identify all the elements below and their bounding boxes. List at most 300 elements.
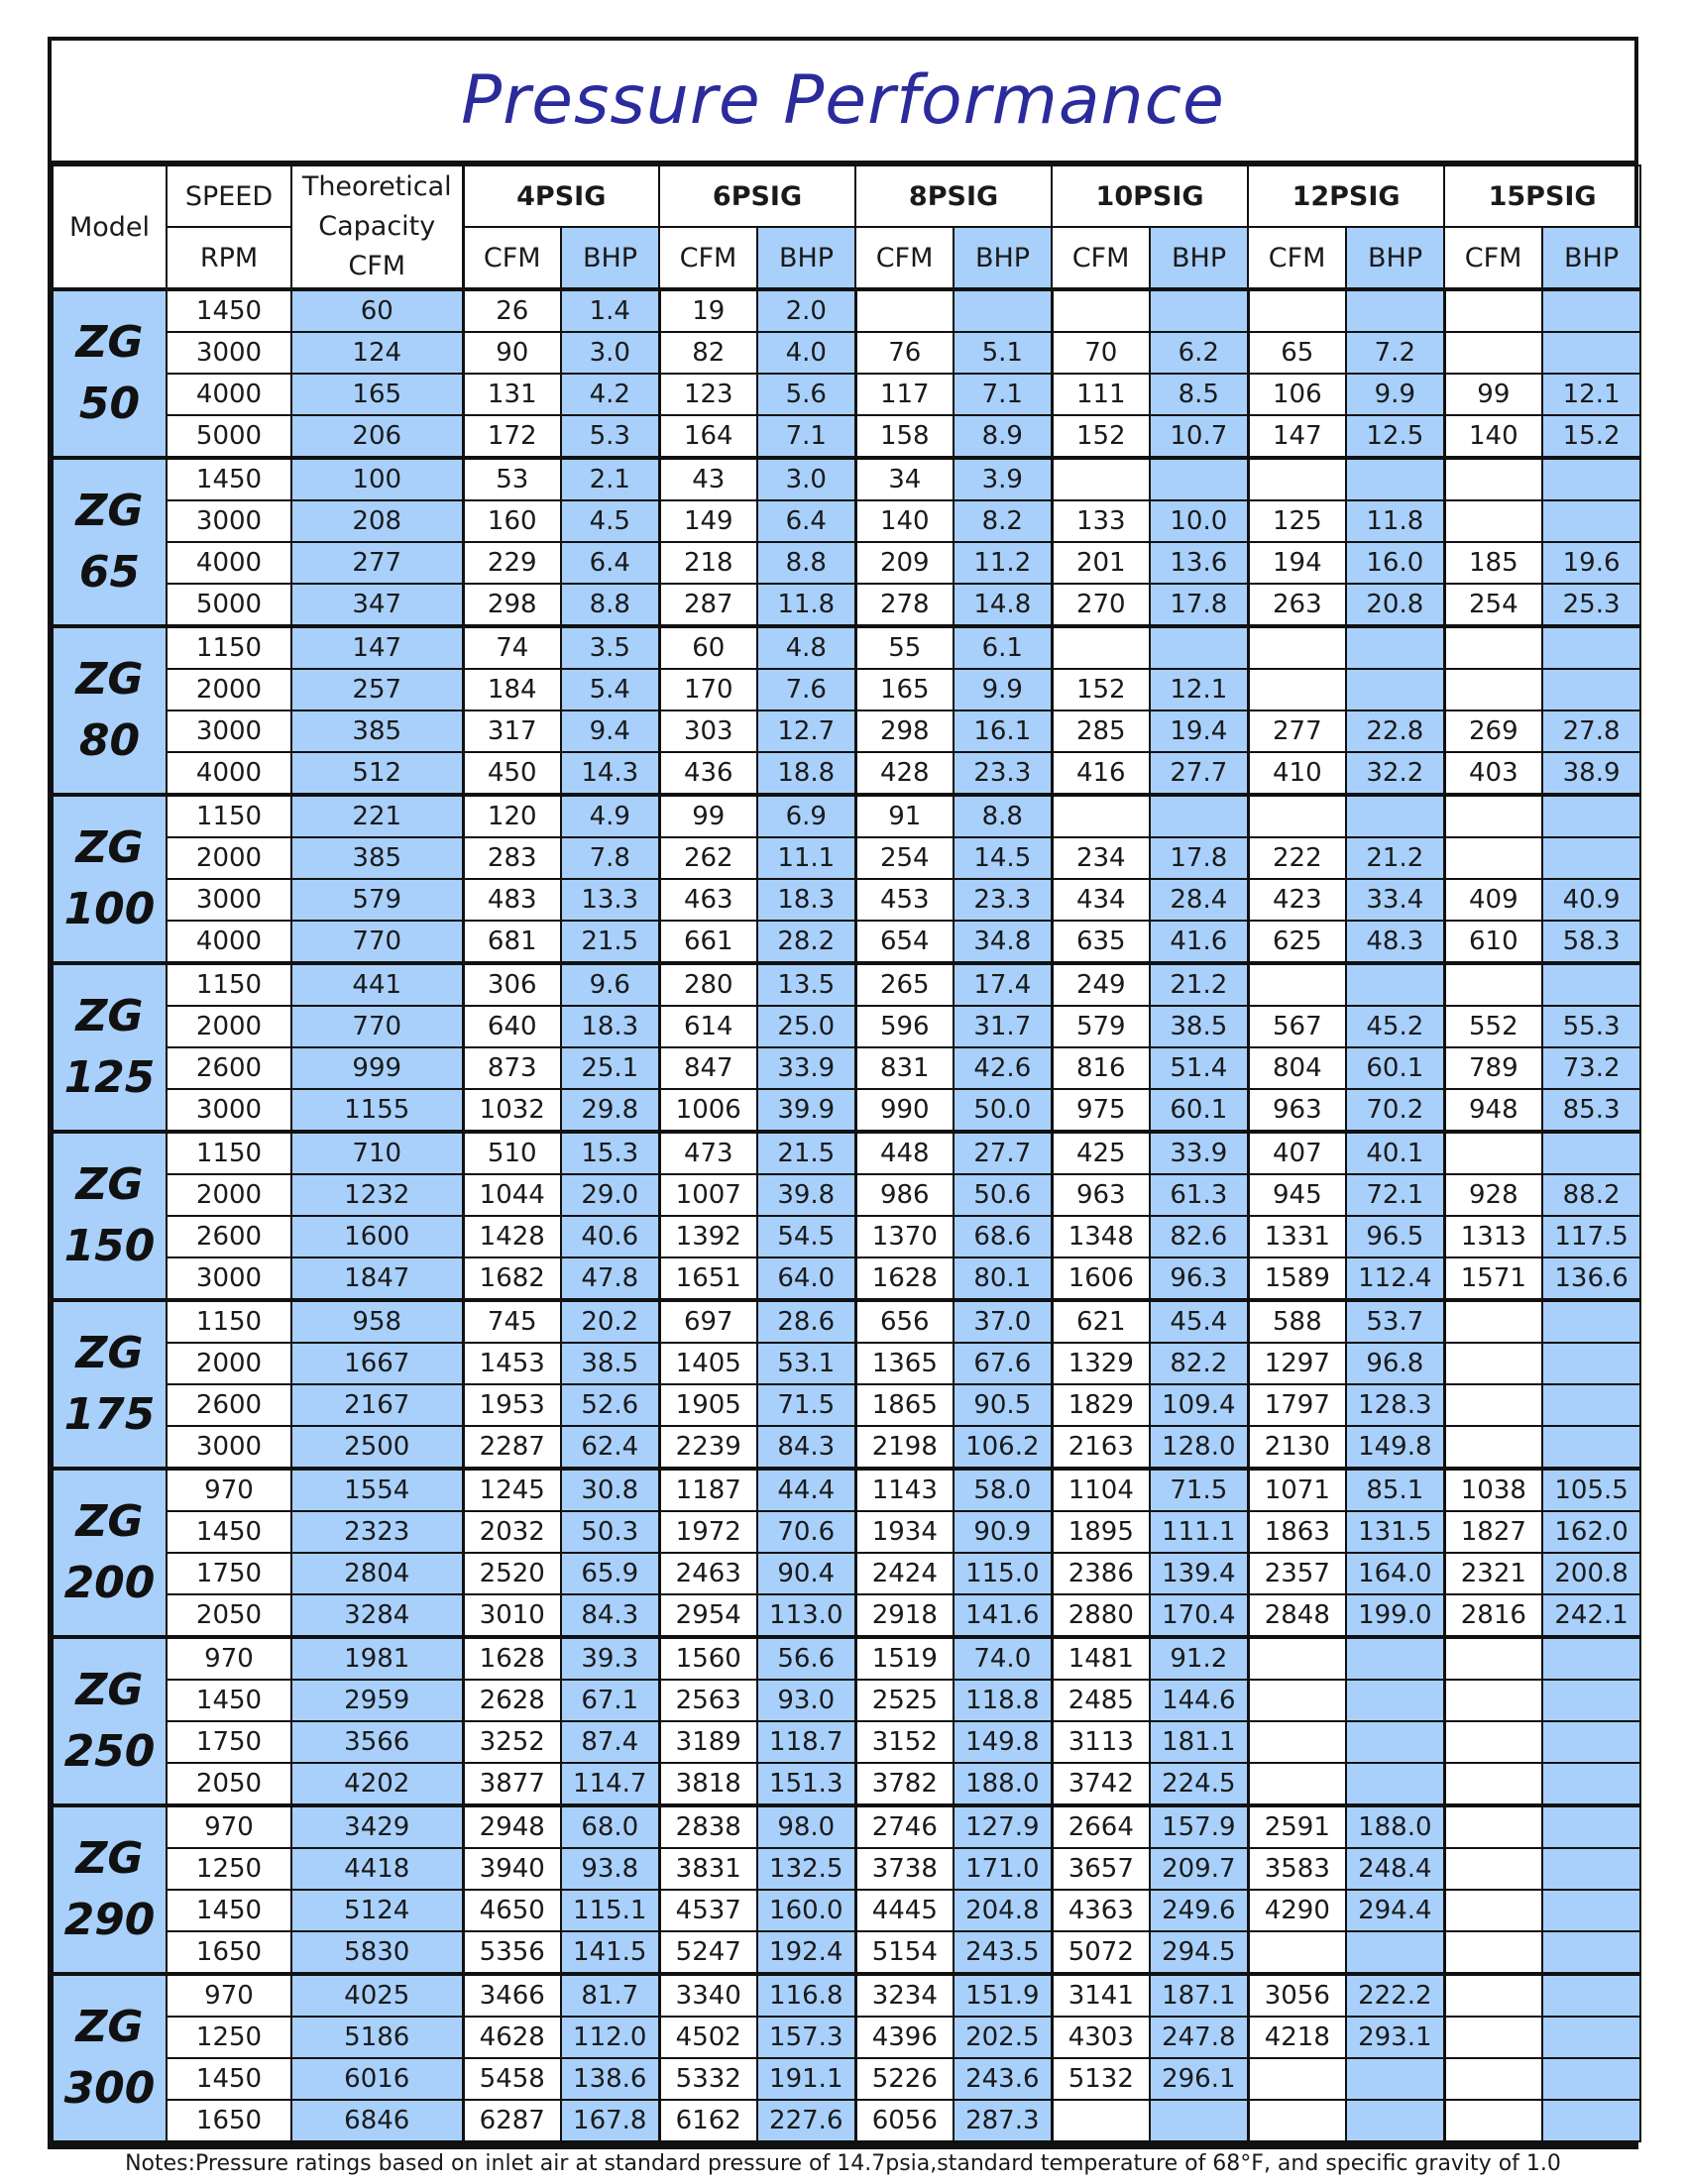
cfm-cell: 91: [855, 795, 954, 837]
bhp-cell: 58.0: [954, 1469, 1052, 1511]
cfm-cell: 681: [463, 921, 561, 963]
bhp-cell: 170.4: [1150, 1594, 1248, 1637]
cfm-cell: 2838: [659, 1805, 757, 1848]
cfm-cell: 1829: [1052, 1384, 1150, 1426]
cfm-cell: 70: [1052, 332, 1150, 374]
capacity-cell: 1155: [291, 1089, 463, 1132]
cfm-cell: 1071: [1248, 1469, 1346, 1511]
rpm-cell: 1450: [167, 289, 291, 332]
cfm-cell: 90: [463, 332, 561, 374]
bhp-cell: 6.9: [757, 795, 855, 837]
cfm-cell: [1248, 1637, 1346, 1680]
cfm-cell: 26: [463, 289, 561, 332]
cfm-cell: 483: [463, 879, 561, 921]
model-group: [53, 289, 1640, 458]
bhp-cell: 20.2: [561, 1300, 659, 1343]
cfm-cell: 3340: [659, 1974, 757, 2017]
table-row: [53, 1637, 1640, 1680]
bhp-cell: [1150, 626, 1248, 669]
model-group: [53, 626, 1640, 795]
cfm-cell: 4218: [1248, 2017, 1346, 2058]
bhp-cell: 72.1: [1346, 1174, 1444, 1216]
bhp-cell: 28.2: [757, 921, 855, 963]
bhp-cell: 50.0: [954, 1089, 1052, 1132]
cfm-cell: [1248, 795, 1346, 837]
cfm-cell: [1444, 1637, 1542, 1680]
bhp-cell: 117.5: [1542, 1216, 1640, 1257]
rpm-cell: 5000: [167, 415, 291, 458]
cfm-cell: [1444, 458, 1542, 500]
bhp-cell: 67.1: [561, 1680, 659, 1721]
cfm-cell: 43: [659, 458, 757, 500]
bhp-cell: 53.1: [757, 1343, 855, 1384]
bhp-cell: [1346, 795, 1444, 837]
capacity-cell: 385: [291, 837, 463, 879]
cfm-cell: 1392: [659, 1216, 757, 1257]
bhp-cell: 53.7: [1346, 1300, 1444, 1343]
cfm-cell: 1329: [1052, 1343, 1150, 1384]
cfm-cell: 3738: [855, 1848, 954, 1890]
rpm-cell: 4000: [167, 921, 291, 963]
bhp-cell: 188.0: [1346, 1805, 1444, 1848]
performance-sheet: [48, 37, 1638, 2176]
cfm-cell: 170: [659, 669, 757, 710]
cfm-cell: 1682: [463, 1257, 561, 1300]
bhp-cell: 3.0: [561, 332, 659, 374]
bhp-cell: 192.4: [757, 1931, 855, 1974]
cfm-cell: 1827: [1444, 1511, 1542, 1553]
bhp-cell: 3.5: [561, 626, 659, 669]
bhp-cell: [954, 289, 1052, 332]
cfm-cell: 263: [1248, 584, 1346, 626]
header-psig-8: 8PSIG: [855, 165, 1052, 227]
bhp-cell: [1542, 1132, 1640, 1174]
cfm-cell: 2918: [855, 1594, 954, 1637]
cfm-cell: [1052, 289, 1150, 332]
cfm-cell: 2357: [1248, 1553, 1346, 1594]
bhp-cell: 84.3: [757, 1426, 855, 1469]
cfm-cell: 654: [855, 921, 954, 963]
cfm-cell: 306: [463, 963, 561, 1006]
cfm-cell: 303: [659, 710, 757, 752]
model-name: ZG 125: [63, 991, 156, 1103]
rpm-cell: 3000: [167, 500, 291, 542]
footnote: Notes:Pressure ratings based on inlet air at standard pressure of 14.7psia,standard temperature of 68°F, and specific gravity of 1.0: [52, 2142, 1634, 2184]
bhp-cell: 7.1: [757, 415, 855, 458]
bhp-cell: 2.1: [561, 458, 659, 500]
cfm-cell: 416: [1052, 752, 1150, 795]
cfm-cell: 2321: [1444, 1553, 1542, 1594]
cfm-cell: 123: [659, 374, 757, 415]
rpm-cell: 1650: [167, 1931, 291, 1974]
bhp-cell: 18.3: [561, 1006, 659, 1047]
rpm-cell: 1450: [167, 458, 291, 500]
cfm-cell: 76: [855, 332, 954, 374]
bhp-cell: 60.1: [1150, 1089, 1248, 1132]
table-row: [53, 879, 1640, 921]
capacity-cell: 2167: [291, 1384, 463, 1426]
bhp-cell: 62.4: [561, 1426, 659, 1469]
cfm-cell: 945: [1248, 1174, 1346, 1216]
cfm-cell: 249: [1052, 963, 1150, 1006]
header-bhp: BHP: [1150, 227, 1248, 289]
bhp-cell: 18.3: [757, 879, 855, 921]
cfm-cell: 1519: [855, 1637, 954, 1680]
cfm-cell: 265: [855, 963, 954, 1006]
bhp-cell: 40.1: [1346, 1132, 1444, 1174]
bhp-cell: 88.2: [1542, 1174, 1640, 1216]
cfm-cell: 4537: [659, 1890, 757, 1931]
rpm-cell: 970: [167, 1637, 291, 1680]
capacity-cell: 5186: [291, 2017, 463, 2058]
cfm-cell: 3583: [1248, 1848, 1346, 1890]
bhp-cell: 61.3: [1150, 1174, 1248, 1216]
cfm-cell: 99: [659, 795, 757, 837]
cfm-cell: [1248, 963, 1346, 1006]
cfm-cell: 1972: [659, 1511, 757, 1553]
bhp-cell: 249.6: [1150, 1890, 1248, 1931]
capacity-cell: 579: [291, 879, 463, 921]
cfm-cell: 847: [659, 1047, 757, 1089]
bhp-cell: 13.3: [561, 879, 659, 921]
bhp-cell: 85.3: [1542, 1089, 1640, 1132]
bhp-cell: [1542, 1426, 1640, 1469]
cfm-cell: 5132: [1052, 2058, 1150, 2100]
header-psig-15: 15PSIG: [1444, 165, 1640, 227]
bhp-cell: 38.5: [1150, 1006, 1248, 1047]
bhp-cell: 128.3: [1346, 1384, 1444, 1426]
cfm-cell: [1248, 2058, 1346, 2100]
bhp-cell: [1542, 1848, 1640, 1890]
table-row: [53, 921, 1640, 963]
cfm-cell: 201: [1052, 542, 1150, 584]
bhp-cell: 34.8: [954, 921, 1052, 963]
bhp-cell: 11.8: [757, 584, 855, 626]
cfm-cell: 745: [463, 1300, 561, 1343]
cfm-cell: 149: [659, 500, 757, 542]
table-row: [53, 1174, 1640, 1216]
cfm-cell: 2239: [659, 1426, 757, 1469]
cfm-cell: 831: [855, 1047, 954, 1089]
bhp-cell: [1542, 1680, 1640, 1721]
bhp-cell: [1542, 1931, 1640, 1974]
bhp-cell: 5.1: [954, 332, 1052, 374]
bhp-cell: [1346, 669, 1444, 710]
cfm-cell: 1905: [659, 1384, 757, 1426]
cfm-cell: 1428: [463, 1216, 561, 1257]
bhp-cell: 96.3: [1150, 1257, 1248, 1300]
bhp-cell: 45.4: [1150, 1300, 1248, 1343]
capacity-cell: 100: [291, 458, 463, 500]
table-row: [53, 1469, 1640, 1511]
bhp-cell: 51.4: [1150, 1047, 1248, 1089]
bhp-cell: 113.0: [757, 1594, 855, 1637]
bhp-cell: [1542, 1300, 1640, 1343]
header-psig-10: 10PSIG: [1052, 165, 1248, 227]
model-group: [53, 1974, 1640, 2141]
rpm-cell: 2000: [167, 669, 291, 710]
capacity-cell: 770: [291, 1006, 463, 1047]
bhp-cell: 11.2: [954, 542, 1052, 584]
bhp-cell: 48.3: [1346, 921, 1444, 963]
cfm-cell: [855, 289, 954, 332]
bhp-cell: 144.6: [1150, 1680, 1248, 1721]
bhp-cell: [1542, 795, 1640, 837]
cfm-cell: 3742: [1052, 1763, 1150, 1805]
bhp-cell: 200.8: [1542, 1553, 1640, 1594]
rpm-cell: 970: [167, 1469, 291, 1511]
table-row: [53, 1216, 1640, 1257]
bhp-cell: 171.0: [954, 1848, 1052, 1890]
table-row: [53, 1848, 1640, 1890]
bhp-cell: [1542, 1805, 1640, 1848]
cfm-cell: [1444, 1384, 1542, 1426]
bhp-cell: 29.8: [561, 1089, 659, 1132]
cfm-cell: 55: [855, 626, 954, 669]
cfm-cell: 1007: [659, 1174, 757, 1216]
bhp-cell: 21.2: [1346, 837, 1444, 879]
bhp-cell: 16.0: [1346, 542, 1444, 584]
cfm-cell: 5226: [855, 2058, 954, 2100]
bhp-cell: 115.0: [954, 1553, 1052, 1594]
bhp-cell: 8.8: [954, 795, 1052, 837]
cfm-cell: 278: [855, 584, 954, 626]
cfm-cell: 990: [855, 1089, 954, 1132]
bhp-cell: 109.4: [1150, 1384, 1248, 1426]
model-label-cell: [53, 1974, 167, 2141]
bhp-cell: 141.6: [954, 1594, 1052, 1637]
cfm-cell: 2485: [1052, 1680, 1150, 1721]
cfm-cell: 1481: [1052, 1637, 1150, 1680]
cfm-cell: 5154: [855, 1931, 954, 1974]
model-label-cell: [53, 458, 167, 626]
capacity-cell: 208: [291, 500, 463, 542]
rpm-cell: 1450: [167, 2058, 291, 2100]
bhp-cell: 31.7: [954, 1006, 1052, 1047]
bhp-cell: 64.0: [757, 1257, 855, 1300]
cfm-cell: 4396: [855, 2017, 954, 2058]
cfm-cell: 986: [855, 1174, 954, 1216]
cfm-cell: 254: [1444, 584, 1542, 626]
bhp-cell: [1542, 1763, 1640, 1805]
cfm-cell: 2520: [463, 1553, 561, 1594]
cfm-cell: 3234: [855, 1974, 954, 2017]
capacity-cell: 3566: [291, 1721, 463, 1763]
capacity-cell: 4418: [291, 1848, 463, 1890]
bhp-cell: 5.3: [561, 415, 659, 458]
cfm-cell: [1444, 626, 1542, 669]
rpm-cell: 1150: [167, 626, 291, 669]
model-name: ZG 150: [63, 1159, 156, 1271]
table-row: [53, 1763, 1640, 1805]
cfm-cell: 1104: [1052, 1469, 1150, 1511]
capacity-cell: 347: [291, 584, 463, 626]
bhp-cell: 42.6: [954, 1047, 1052, 1089]
bhp-cell: [1542, 963, 1640, 1006]
bhp-cell: 39.8: [757, 1174, 855, 1216]
cfm-cell: 5072: [1052, 1931, 1150, 1974]
cfm-cell: 1651: [659, 1257, 757, 1300]
bhp-cell: 33.4: [1346, 879, 1444, 921]
cfm-cell: 218: [659, 542, 757, 584]
bhp-cell: 87.4: [561, 1721, 659, 1763]
model-label-cell: [53, 963, 167, 1132]
bhp-cell: 65.9: [561, 1553, 659, 1594]
capacity-cell: 999: [291, 1047, 463, 1089]
cfm-cell: [1444, 1805, 1542, 1848]
table-row: [53, 626, 1640, 669]
bhp-cell: 4.5: [561, 500, 659, 542]
table-row: [53, 2100, 1640, 2141]
header-speed: SPEED: [167, 165, 291, 227]
bhp-cell: 294.4: [1346, 1890, 1444, 1931]
bhp-cell: [1542, 1384, 1640, 1426]
cfm-cell: [1444, 1300, 1542, 1343]
cfm-cell: 1895: [1052, 1511, 1150, 1553]
bhp-cell: 25.3: [1542, 584, 1640, 626]
cfm-cell: [1248, 1680, 1346, 1721]
bhp-cell: [1542, 2017, 1640, 2058]
bhp-cell: 188.0: [954, 1763, 1052, 1805]
cfm-cell: 409: [1444, 879, 1542, 921]
capacity-cell: 206: [291, 415, 463, 458]
cfm-cell: 816: [1052, 1047, 1150, 1089]
cfm-cell: [1444, 1931, 1542, 1974]
table-row: [53, 710, 1640, 752]
cfm-cell: 158: [855, 415, 954, 458]
model-label-cell: [53, 795, 167, 963]
header-model: Model: [53, 165, 167, 289]
cfm-cell: 3657: [1052, 1848, 1150, 1890]
bhp-cell: 149.8: [954, 1721, 1052, 1763]
cfm-cell: [1248, 1721, 1346, 1763]
cfm-cell: [1248, 669, 1346, 710]
header-cfm: CFM: [659, 227, 757, 289]
bhp-cell: 9.4: [561, 710, 659, 752]
bhp-cell: 243.6: [954, 2058, 1052, 2100]
bhp-cell: 70.2: [1346, 1089, 1444, 1132]
rpm-cell: 1250: [167, 1848, 291, 1890]
bhp-cell: 30.8: [561, 1469, 659, 1511]
cfm-cell: 963: [1248, 1089, 1346, 1132]
bhp-cell: 12.5: [1346, 415, 1444, 458]
capacity-cell: 277: [291, 542, 463, 584]
bhp-cell: 8.2: [954, 500, 1052, 542]
bhp-cell: 222.2: [1346, 1974, 1444, 2017]
cfm-cell: 194: [1248, 542, 1346, 584]
capacity-cell: 147: [291, 626, 463, 669]
cfm-cell: 1187: [659, 1469, 757, 1511]
bhp-cell: 28.6: [757, 1300, 855, 1343]
bhp-cell: 93.8: [561, 1848, 659, 1890]
header-rpm: RPM: [167, 227, 291, 289]
model-label-cell: [53, 626, 167, 795]
bhp-cell: [1346, 963, 1444, 1006]
bhp-cell: [1346, 1721, 1444, 1763]
bhp-cell: [1150, 2100, 1248, 2141]
rpm-cell: 3000: [167, 1257, 291, 1300]
bhp-cell: 84.3: [561, 1594, 659, 1637]
model-group: [53, 1469, 1640, 1637]
table-row: [53, 1089, 1640, 1132]
header-cfm: CFM: [1052, 227, 1150, 289]
rpm-cell: 2000: [167, 1343, 291, 1384]
bhp-cell: 15.2: [1542, 415, 1640, 458]
bhp-cell: 9.9: [1346, 374, 1444, 415]
header-row-top: [53, 165, 1640, 227]
cfm-cell: 614: [659, 1006, 757, 1047]
table-row: [53, 1343, 1640, 1384]
cfm-cell: [1444, 1974, 1542, 2017]
table-row: [53, 2058, 1640, 2100]
bhp-cell: 106.2: [954, 1426, 1052, 1469]
model-name: ZG 300: [63, 2002, 156, 2114]
cfm-cell: 975: [1052, 1089, 1150, 1132]
cfm-cell: 269: [1444, 710, 1542, 752]
cfm-cell: 3782: [855, 1763, 954, 1805]
bhp-cell: 38.9: [1542, 752, 1640, 795]
cfm-cell: 3189: [659, 1721, 757, 1763]
table-row: [53, 1132, 1640, 1174]
rpm-cell: 1450: [167, 1511, 291, 1553]
bhp-cell: 25.0: [757, 1006, 855, 1047]
bhp-cell: 5.4: [561, 669, 659, 710]
bhp-cell: 73.2: [1542, 1047, 1640, 1089]
capacity-cell: 770: [291, 921, 463, 963]
bhp-cell: 52.6: [561, 1384, 659, 1426]
rpm-cell: 4000: [167, 752, 291, 795]
bhp-cell: 2.0: [757, 289, 855, 332]
bhp-cell: 149.8: [1346, 1426, 1444, 1469]
model-name: ZG 290: [63, 1833, 156, 1945]
bhp-cell: 191.1: [757, 2058, 855, 2100]
table-row: [53, 1890, 1640, 1931]
rpm-cell: 3000: [167, 710, 291, 752]
model-label-cell: [53, 1469, 167, 1637]
cfm-cell: 34: [855, 458, 954, 500]
model-group: [53, 1132, 1640, 1300]
cfm-cell: [1444, 2017, 1542, 2058]
cfm-cell: 53: [463, 458, 561, 500]
cfm-cell: [1248, 1763, 1346, 1805]
capacity-cell: 2804: [291, 1553, 463, 1594]
cfm-cell: 2880: [1052, 1594, 1150, 1637]
rpm-cell: 2600: [167, 1216, 291, 1257]
bhp-cell: 293.1: [1346, 2017, 1444, 2058]
bhp-cell: 157.3: [757, 2017, 855, 2058]
cfm-cell: 2386: [1052, 1553, 1150, 1594]
rpm-cell: 3000: [167, 1089, 291, 1132]
bhp-cell: 55.3: [1542, 1006, 1640, 1047]
bhp-cell: 91.2: [1150, 1637, 1248, 1680]
bhp-cell: 15.3: [561, 1132, 659, 1174]
bhp-cell: 93.0: [757, 1680, 855, 1721]
rpm-cell: 2600: [167, 1384, 291, 1426]
bhp-cell: 3.9: [954, 458, 1052, 500]
cfm-cell: 2664: [1052, 1805, 1150, 1848]
cfm-cell: 65: [1248, 332, 1346, 374]
cfm-cell: 450: [463, 752, 561, 795]
cfm-cell: 1365: [855, 1343, 954, 1384]
rpm-cell: 1150: [167, 1132, 291, 1174]
bhp-cell: 136.6: [1542, 1257, 1640, 1300]
cfm-cell: 74: [463, 626, 561, 669]
bhp-cell: [1150, 458, 1248, 500]
bhp-cell: 8.9: [954, 415, 1052, 458]
rpm-cell: 5000: [167, 584, 291, 626]
bhp-cell: 4.2: [561, 374, 659, 415]
bhp-cell: 23.3: [954, 752, 1052, 795]
